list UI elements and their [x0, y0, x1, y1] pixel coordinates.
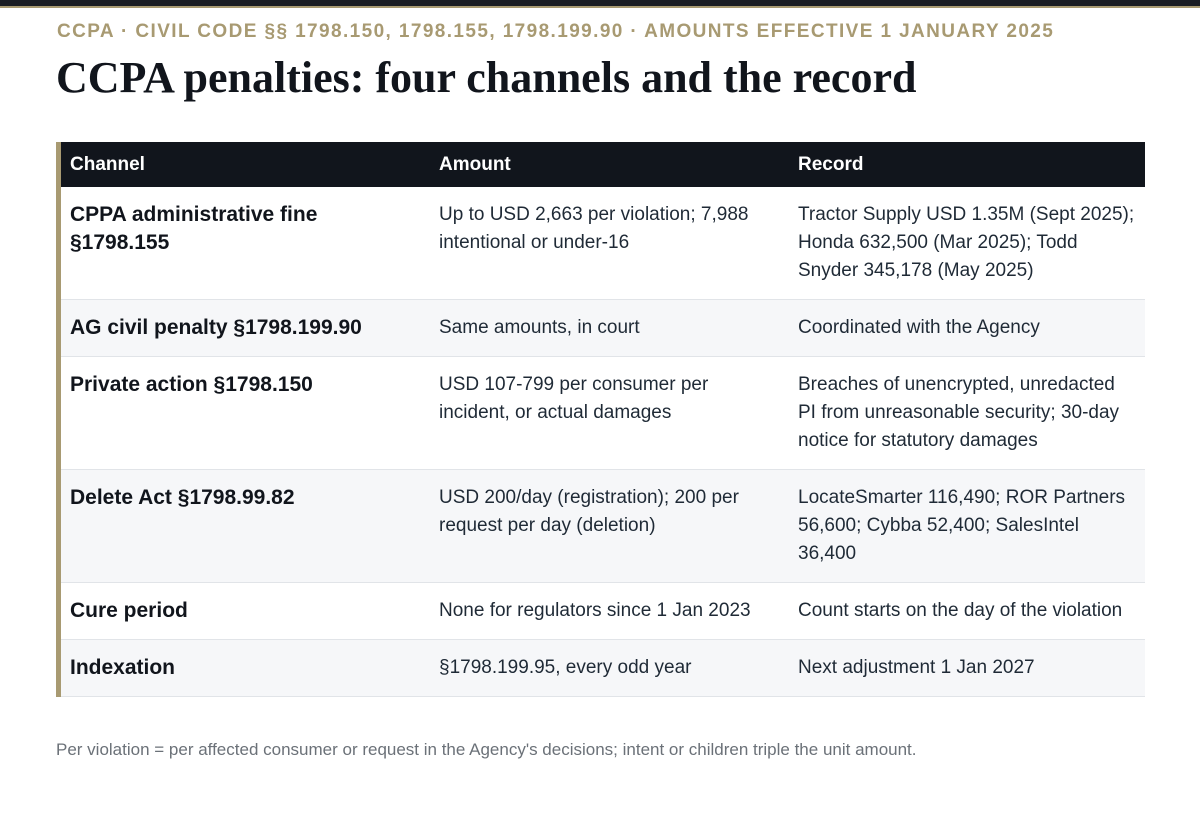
table-row [61, 357, 1145, 470]
channel-cell: Delete Act §1798.99.82 [61, 470, 430, 583]
footnote: Per violation = per affected consumer or request in the Agency's decisions; intent or children triple the unit amount. [56, 740, 917, 759]
record-cell: Tractor Supply USD 1.35M (Sept 2025); Honda 632,500 (Mar 2025); Todd Snyder 345,178 (May 2025) [789, 187, 1145, 300]
channel-cell: Private action §1798.150 [61, 357, 430, 470]
amount-cell: Up to USD 2,663 per violation; 7,988 intentional or under-16 [430, 187, 789, 300]
column-header-amount: Amount [430, 142, 789, 187]
eyebrow-label: CCPA · CIVIL CODE §§ 1798.150, 1798.155, 1798.199.90 · AMOUNTS EFFECTIVE 1 JANUARY 2025 [57, 21, 1055, 42]
record-cell: LocateSmarter 116,490; ROR Partners 56,600; Cybba 52,400; SalesIntel 36,400 [789, 470, 1145, 583]
table-body [61, 187, 1145, 697]
record-cell: Breaches of unencrypted, unredacted PI from unreasonable security; 30-day notice for statutory damages [789, 357, 1145, 470]
amount-cell: §1798.199.95, every odd year [430, 640, 789, 697]
page-title: CCPA penalties: four channels and the record [56, 53, 917, 102]
record-cell: Next adjustment 1 Jan 2027 [789, 640, 1145, 697]
record-cell: Count starts on the day of the violation [789, 583, 1145, 640]
table-row [61, 640, 1145, 697]
top-accent-bar [0, 0, 1200, 8]
table-row [61, 583, 1145, 640]
table-header [61, 142, 1145, 187]
channel-cell: CPPA administrative fine §1798.155 [61, 187, 430, 300]
table-row [61, 300, 1145, 357]
column-header-channel: Channel [61, 142, 430, 187]
record-cell: Coordinated with the Agency [789, 300, 1145, 357]
penalties-table [61, 142, 1145, 697]
amount-cell: USD 200/day (registration); 200 per request per day (deletion) [430, 470, 789, 583]
channel-cell: Indexation [61, 640, 430, 697]
amount-cell: USD 107-799 per consumer per incident, or actual damages [430, 357, 789, 470]
amount-cell: Same amounts, in court [430, 300, 789, 357]
penalties-table-container [56, 142, 1150, 697]
column-header-record: Record [789, 142, 1145, 187]
amount-cell: None for regulators since 1 Jan 2023 [430, 583, 789, 640]
channel-cell: Cure period [61, 583, 430, 640]
channel-cell: AG civil penalty §1798.199.90 [61, 300, 430, 357]
table-row [61, 470, 1145, 583]
table-header-row [61, 142, 1145, 187]
table-row [61, 187, 1145, 300]
